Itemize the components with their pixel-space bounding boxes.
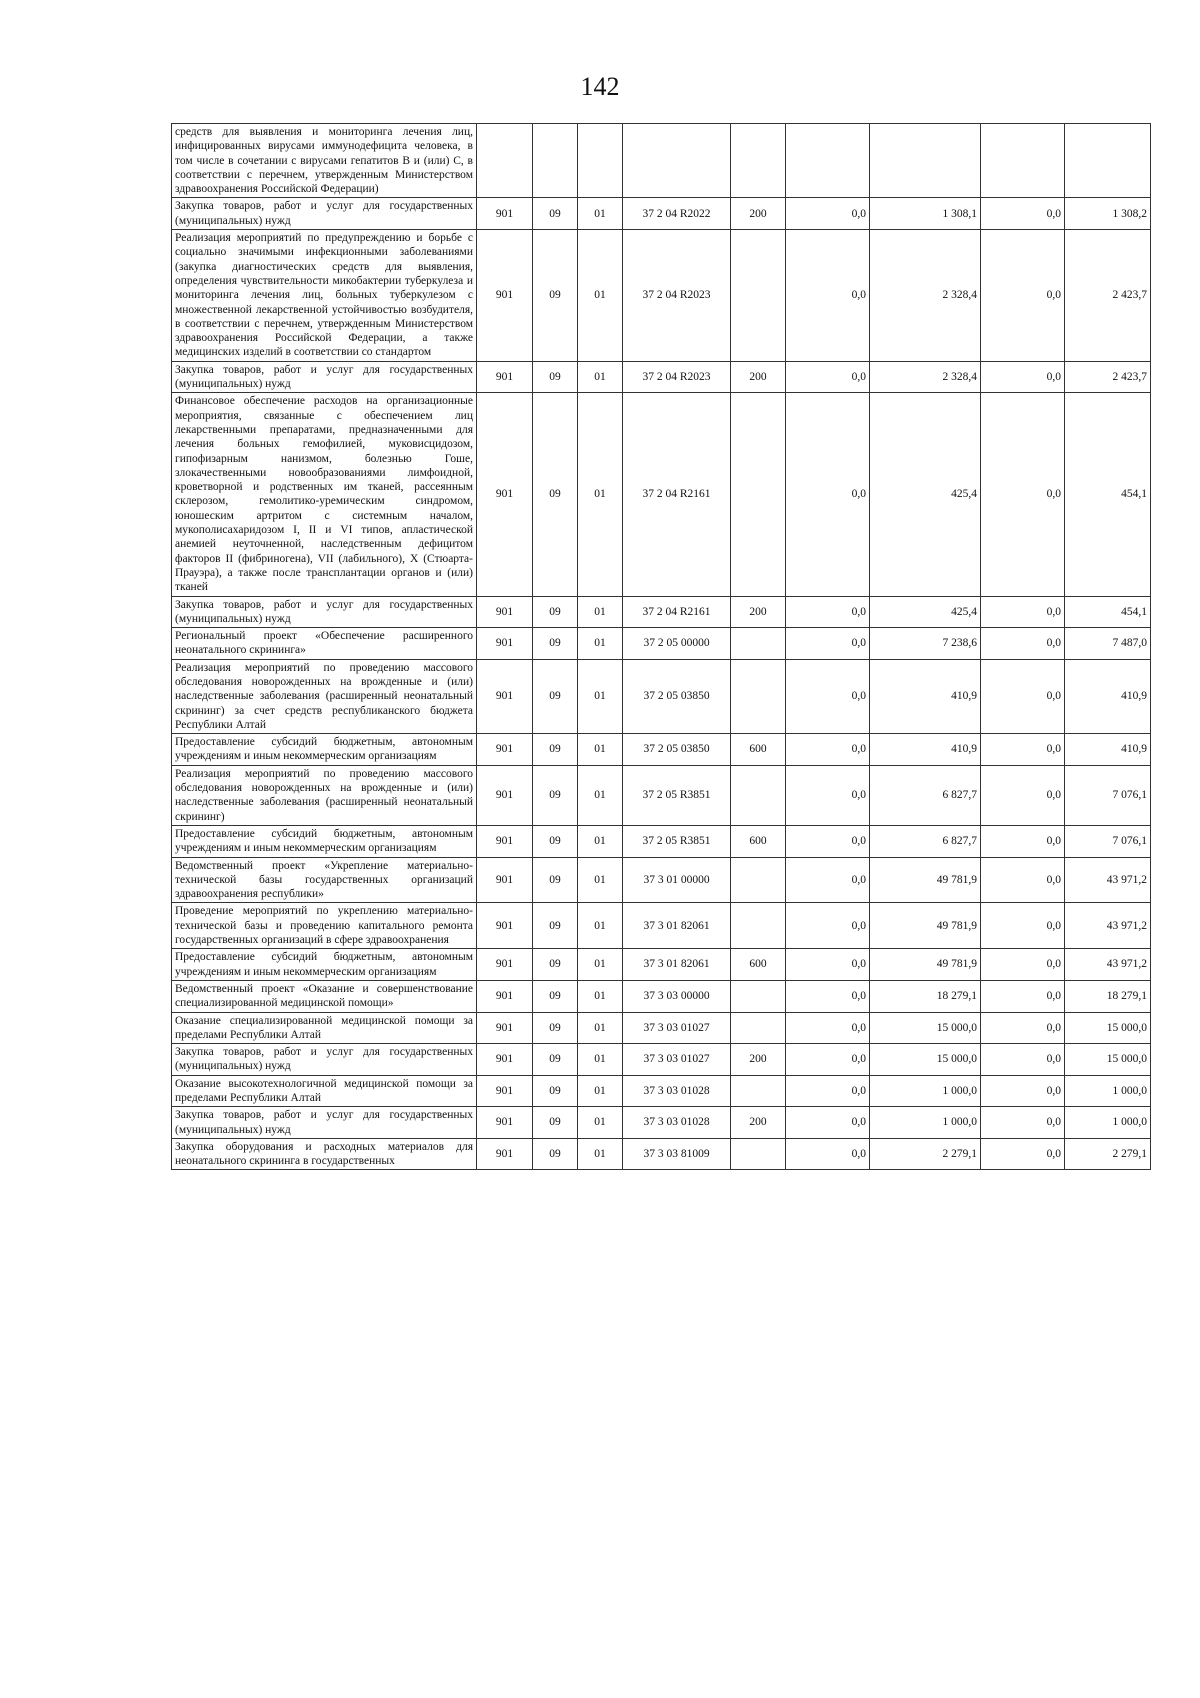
amount-2-cell: 18 279,1	[870, 980, 981, 1012]
amount-3-cell: 0,0	[981, 825, 1065, 857]
ministry-code-cell: 901	[477, 765, 533, 825]
amount-1-cell: 0,0	[786, 1044, 870, 1076]
section-code-cell: 09	[533, 1012, 578, 1044]
target-article-code-cell: 37 2 04 R2023	[623, 230, 731, 362]
row-name-cell: Закупка товаров, работ и услуг для государственных (муниципальных) нужд	[172, 596, 477, 628]
table-row	[172, 393, 1151, 596]
target-article-code-cell: 37 3 03 01027	[623, 1012, 731, 1044]
amount-2-cell: 425,4	[870, 393, 981, 596]
expense-type-code-cell	[731, 903, 786, 949]
subsection-code-cell: 01	[578, 1075, 623, 1107]
subsection-code-cell: 01	[578, 361, 623, 393]
amount-3-cell: 0,0	[981, 659, 1065, 733]
amount-2-cell: 1 000,0	[870, 1107, 981, 1139]
amount-2-cell: 49 781,9	[870, 903, 981, 949]
table-row	[172, 1075, 1151, 1107]
subsection-code-cell: 01	[578, 949, 623, 981]
amount-3-cell: 0,0	[981, 393, 1065, 596]
ministry-code-cell	[477, 124, 533, 198]
table-row	[172, 903, 1151, 949]
subsection-code-cell: 01	[578, 1138, 623, 1170]
table-row	[172, 857, 1151, 903]
amount-4-cell: 1 000,0	[1065, 1075, 1151, 1107]
subsection-code-cell	[578, 124, 623, 198]
table-row	[172, 230, 1151, 362]
amount-2-cell: 1 308,1	[870, 198, 981, 230]
expense-type-code-cell	[731, 628, 786, 660]
amount-3-cell: 0,0	[981, 857, 1065, 903]
amount-1-cell: 0,0	[786, 1107, 870, 1139]
amount-1-cell: 0,0	[786, 1138, 870, 1170]
expense-type-code-cell: 600	[731, 825, 786, 857]
row-name-cell: Предоставление субсидий бюджетным, автономным учреждениям и иным некоммерческим организациям	[172, 825, 477, 857]
amount-2-cell: 2 328,4	[870, 230, 981, 362]
row-name-cell: Реализация мероприятий по проведению массового обследования новорожденных на врожденные и (или) наследственные заболевания (расширенный неонатальный скрининг) за счет средств республиканского бюджета Республики Алтай	[172, 659, 477, 733]
subsection-code-cell: 01	[578, 980, 623, 1012]
ministry-code-cell: 901	[477, 1012, 533, 1044]
subsection-code-cell: 01	[578, 198, 623, 230]
row-name-cell: Закупка оборудования и расходных материалов для неонатального скрининга в государственных	[172, 1138, 477, 1170]
expense-type-code-cell: 200	[731, 1044, 786, 1076]
expense-type-code-cell	[731, 980, 786, 1012]
ministry-code-cell: 901	[477, 825, 533, 857]
amount-2-cell: 2 328,4	[870, 361, 981, 393]
row-name-cell: Реализация мероприятий по проведению массового обследования новорожденных на врожденные и (или) наследственные заболевания (расширенный неонатальный скрининг)	[172, 765, 477, 825]
amount-3-cell: 0,0	[981, 1107, 1065, 1139]
row-name-cell: Закупка товаров, работ и услуг для государственных (муниципальных) нужд	[172, 1044, 477, 1076]
amount-4-cell: 15 000,0	[1065, 1012, 1151, 1044]
amount-1-cell: 0,0	[786, 393, 870, 596]
amount-1-cell: 0,0	[786, 1075, 870, 1107]
expense-type-code-cell: 600	[731, 949, 786, 981]
amount-3-cell	[981, 124, 1065, 198]
section-code-cell: 09	[533, 903, 578, 949]
target-article-code-cell: 37 3 01 82061	[623, 949, 731, 981]
table-row	[172, 980, 1151, 1012]
amount-1-cell: 0,0	[786, 949, 870, 981]
expense-type-code-cell: 200	[731, 596, 786, 628]
subsection-code-cell: 01	[578, 903, 623, 949]
expense-type-code-cell	[731, 1138, 786, 1170]
ministry-code-cell: 901	[477, 734, 533, 766]
table-row	[172, 628, 1151, 660]
expense-type-code-cell	[731, 857, 786, 903]
section-code-cell: 09	[533, 198, 578, 230]
amount-2-cell: 410,9	[870, 734, 981, 766]
section-code-cell: 09	[533, 765, 578, 825]
target-article-code-cell: 37 3 03 01028	[623, 1107, 731, 1139]
amount-3-cell: 0,0	[981, 1138, 1065, 1170]
amount-1-cell: 0,0	[786, 1012, 870, 1044]
amount-4-cell: 1 000,0	[1065, 1107, 1151, 1139]
section-code-cell: 09	[533, 628, 578, 660]
amount-1-cell: 0,0	[786, 765, 870, 825]
subsection-code-cell: 01	[578, 393, 623, 596]
target-article-code-cell: 37 3 03 00000	[623, 980, 731, 1012]
amount-2-cell: 15 000,0	[870, 1012, 981, 1044]
table-row	[172, 124, 1151, 198]
expense-type-code-cell: 200	[731, 1107, 786, 1139]
target-article-code-cell: 37 2 05 00000	[623, 628, 731, 660]
row-name-cell: Закупка товаров, работ и услуг для государственных (муниципальных) нужд	[172, 361, 477, 393]
amount-4-cell: 2 423,7	[1065, 361, 1151, 393]
row-name-cell: Проведение мероприятий по укреплению материально-технической базы и проведению капитального ремонта государственных организаций в сфере здравоохранения	[172, 903, 477, 949]
ministry-code-cell: 901	[477, 980, 533, 1012]
section-code-cell: 09	[533, 825, 578, 857]
amount-4-cell: 43 971,2	[1065, 857, 1151, 903]
expense-type-code-cell	[731, 1075, 786, 1107]
table-row	[172, 825, 1151, 857]
ministry-code-cell: 901	[477, 949, 533, 981]
expense-type-code-cell	[731, 1012, 786, 1044]
target-article-code-cell: 37 3 03 01028	[623, 1075, 731, 1107]
target-article-code-cell: 37 2 04 R2022	[623, 198, 731, 230]
amount-3-cell: 0,0	[981, 980, 1065, 1012]
amount-1-cell: 0,0	[786, 857, 870, 903]
table-row	[172, 1012, 1151, 1044]
target-article-code-cell: 37 2 05 03850	[623, 659, 731, 733]
amount-3-cell: 0,0	[981, 1044, 1065, 1076]
expense-type-code-cell: 200	[731, 198, 786, 230]
table-row	[172, 1044, 1151, 1076]
subsection-code-cell: 01	[578, 1107, 623, 1139]
ministry-code-cell: 901	[477, 1075, 533, 1107]
amount-1-cell: 0,0	[786, 361, 870, 393]
amount-4-cell	[1065, 124, 1151, 198]
budget-table-body	[172, 124, 1151, 1170]
ministry-code-cell: 901	[477, 857, 533, 903]
ministry-code-cell: 901	[477, 1138, 533, 1170]
subsection-code-cell: 01	[578, 765, 623, 825]
ministry-code-cell: 901	[477, 1044, 533, 1076]
amount-3-cell: 0,0	[981, 230, 1065, 362]
ministry-code-cell: 901	[477, 903, 533, 949]
target-article-code-cell: 37 2 05 03850	[623, 734, 731, 766]
amount-2-cell: 1 000,0	[870, 1075, 981, 1107]
expense-type-code-cell	[731, 393, 786, 596]
amount-4-cell: 18 279,1	[1065, 980, 1151, 1012]
row-name-cell: Реализация мероприятий по предупреждению и борьбе с социально значимыми инфекционными заболеваниями (закупка диагностических средств для выявления, определения чувствительности микобактерии туберкулеза и мониторинга лечения лиц, больных туберкулезом с множественной лекарственной устойчивостью возбудителя, в соответствии с перечнем, утвержденным Министерством здравоохранения Российской Федерации, а также медицинских изделий в соответствии со стандартом	[172, 230, 477, 362]
amount-4-cell: 7 487,0	[1065, 628, 1151, 660]
target-article-code-cell: 37 3 01 00000	[623, 857, 731, 903]
amount-4-cell: 7 076,1	[1065, 825, 1151, 857]
amount-2-cell: 6 827,7	[870, 825, 981, 857]
table-row	[172, 949, 1151, 981]
amount-1-cell: 0,0	[786, 596, 870, 628]
subsection-code-cell: 01	[578, 1012, 623, 1044]
amount-2-cell: 410,9	[870, 659, 981, 733]
amount-2-cell: 49 781,9	[870, 949, 981, 981]
amount-4-cell: 7 076,1	[1065, 765, 1151, 825]
ministry-code-cell: 901	[477, 230, 533, 362]
subsection-code-cell: 01	[578, 628, 623, 660]
target-article-code-cell: 37 2 04 R2161	[623, 393, 731, 596]
target-article-code-cell: 37 2 05 R3851	[623, 825, 731, 857]
expense-type-code-cell	[731, 230, 786, 362]
row-name-cell: Предоставление субсидий бюджетным, автономным учреждениям и иным некоммерческим организациям	[172, 949, 477, 981]
ministry-code-cell: 901	[477, 393, 533, 596]
amount-2-cell: 49 781,9	[870, 857, 981, 903]
amount-4-cell: 454,1	[1065, 393, 1151, 596]
amount-3-cell: 0,0	[981, 628, 1065, 660]
section-code-cell: 09	[533, 361, 578, 393]
amount-3-cell: 0,0	[981, 1075, 1065, 1107]
amount-4-cell: 454,1	[1065, 596, 1151, 628]
row-name-cell: Финансовое обеспечение расходов на организационные мероприятия, связанные с обеспечением лиц лекарственными препаратами, предназначенными для лечения больных гемофилией, муковисцидозом, гипофизарным нанизмом, болезнью Гоше, злокачественными новообразованиями лимфоидной, кроветворной и родственных им тканей, рассеянным склерозом, гемолитико-уремическим синдромом, юношеским артритом с системным началом, мукополисахаридозом I, II и VI типов, апластической анемией неуточненной, наследственным дефицитом факторов II (фибриногена), VII (лабильного), X (Стюарта-Прауэра), а также после трансплантации органов и (или) тканей	[172, 393, 477, 596]
expense-type-code-cell: 200	[731, 361, 786, 393]
amount-4-cell: 43 971,2	[1065, 949, 1151, 981]
row-name-cell: Закупка товаров, работ и услуг для государственных (муниципальных) нужд	[172, 198, 477, 230]
amount-2-cell: 15 000,0	[870, 1044, 981, 1076]
row-name-cell: Оказание специализированной медицинской помощи за пределами Республики Алтай	[172, 1012, 477, 1044]
row-name-cell: Региональный проект «Обеспечение расширенного неонатального скрининга»	[172, 628, 477, 660]
subsection-code-cell: 01	[578, 1044, 623, 1076]
budget-table	[171, 123, 1151, 1170]
section-code-cell	[533, 124, 578, 198]
target-article-code-cell: 37 3 01 82061	[623, 903, 731, 949]
amount-1-cell: 0,0	[786, 230, 870, 362]
amount-1-cell: 0,0	[786, 903, 870, 949]
row-name-cell: Предоставление субсидий бюджетным, автономным учреждениям и иным некоммерческим организациям	[172, 734, 477, 766]
target-article-code-cell: 37 3 03 01027	[623, 1044, 731, 1076]
target-article-code-cell: 37 2 04 R2023	[623, 361, 731, 393]
table-row	[172, 361, 1151, 393]
amount-3-cell: 0,0	[981, 734, 1065, 766]
target-article-code-cell: 37 3 03 81009	[623, 1138, 731, 1170]
amount-1-cell: 0,0	[786, 980, 870, 1012]
amount-2-cell: 2 279,1	[870, 1138, 981, 1170]
section-code-cell: 09	[533, 230, 578, 362]
section-code-cell: 09	[533, 734, 578, 766]
row-name-cell: Ведомственный проект «Оказание и совершенствование специализированной медицинской помощи»	[172, 980, 477, 1012]
section-code-cell: 09	[533, 1044, 578, 1076]
table-row	[172, 765, 1151, 825]
amount-2-cell	[870, 124, 981, 198]
amount-4-cell: 15 000,0	[1065, 1044, 1151, 1076]
expense-type-code-cell: 600	[731, 734, 786, 766]
amount-1-cell: 0,0	[786, 825, 870, 857]
table-row	[172, 596, 1151, 628]
table-row	[172, 1138, 1151, 1170]
expense-type-code-cell	[731, 659, 786, 733]
subsection-code-cell: 01	[578, 825, 623, 857]
amount-1-cell	[786, 124, 870, 198]
target-article-code-cell	[623, 124, 731, 198]
expense-type-code-cell	[731, 765, 786, 825]
ministry-code-cell: 901	[477, 628, 533, 660]
amount-4-cell: 410,9	[1065, 734, 1151, 766]
amount-3-cell: 0,0	[981, 596, 1065, 628]
amount-4-cell: 43 971,2	[1065, 903, 1151, 949]
amount-4-cell: 410,9	[1065, 659, 1151, 733]
section-code-cell: 09	[533, 1138, 578, 1170]
amount-4-cell: 1 308,2	[1065, 198, 1151, 230]
ministry-code-cell: 901	[477, 1107, 533, 1139]
amount-3-cell: 0,0	[981, 765, 1065, 825]
target-article-code-cell: 37 2 05 R3851	[623, 765, 731, 825]
subsection-code-cell: 01	[578, 734, 623, 766]
amount-3-cell: 0,0	[981, 949, 1065, 981]
subsection-code-cell: 01	[578, 857, 623, 903]
amount-3-cell: 0,0	[981, 198, 1065, 230]
row-name-cell: Ведомственный проект «Укрепление материально-технической базы государственных организаций здравоохранения республики»	[172, 857, 477, 903]
table-row	[172, 198, 1151, 230]
amount-3-cell: 0,0	[981, 1012, 1065, 1044]
page-number: 142	[580, 72, 620, 101]
row-name-cell: средств для выявления и мониторинга лечения лиц, инфицированных вирусами иммунодефицита человека, в том числе в сочетании с вирусами гепатитов В и (или) С, в соответствии с перечнем, утвержденным Министерством здравоохранения Российской Федерации)	[172, 124, 477, 198]
section-code-cell: 09	[533, 1107, 578, 1139]
section-code-cell: 09	[533, 596, 578, 628]
section-code-cell: 09	[533, 980, 578, 1012]
table-row	[172, 1107, 1151, 1139]
amount-1-cell: 0,0	[786, 734, 870, 766]
ministry-code-cell: 901	[477, 361, 533, 393]
ministry-code-cell: 901	[477, 198, 533, 230]
amount-3-cell: 0,0	[981, 903, 1065, 949]
subsection-code-cell: 01	[578, 659, 623, 733]
row-name-cell: Оказание высокотехнологичной медицинской помощи за пределами Республики Алтай	[172, 1075, 477, 1107]
expense-type-code-cell	[731, 124, 786, 198]
section-code-cell: 09	[533, 857, 578, 903]
section-code-cell: 09	[533, 393, 578, 596]
section-code-cell: 09	[533, 949, 578, 981]
amount-1-cell: 0,0	[786, 628, 870, 660]
amount-1-cell: 0,0	[786, 198, 870, 230]
table-row	[172, 659, 1151, 733]
ministry-code-cell: 901	[477, 596, 533, 628]
row-name-cell: Закупка товаров, работ и услуг для государственных (муниципальных) нужд	[172, 1107, 477, 1139]
amount-4-cell: 2 423,7	[1065, 230, 1151, 362]
amount-2-cell: 6 827,7	[870, 765, 981, 825]
table-row	[172, 734, 1151, 766]
subsection-code-cell: 01	[578, 230, 623, 362]
section-code-cell: 09	[533, 659, 578, 733]
target-article-code-cell: 37 2 04 R2161	[623, 596, 731, 628]
amount-1-cell: 0,0	[786, 659, 870, 733]
amount-2-cell: 425,4	[870, 596, 981, 628]
amount-3-cell: 0,0	[981, 361, 1065, 393]
amount-4-cell: 2 279,1	[1065, 1138, 1151, 1170]
section-code-cell: 09	[533, 1075, 578, 1107]
amount-2-cell: 7 238,6	[870, 628, 981, 660]
ministry-code-cell: 901	[477, 659, 533, 733]
subsection-code-cell: 01	[578, 596, 623, 628]
